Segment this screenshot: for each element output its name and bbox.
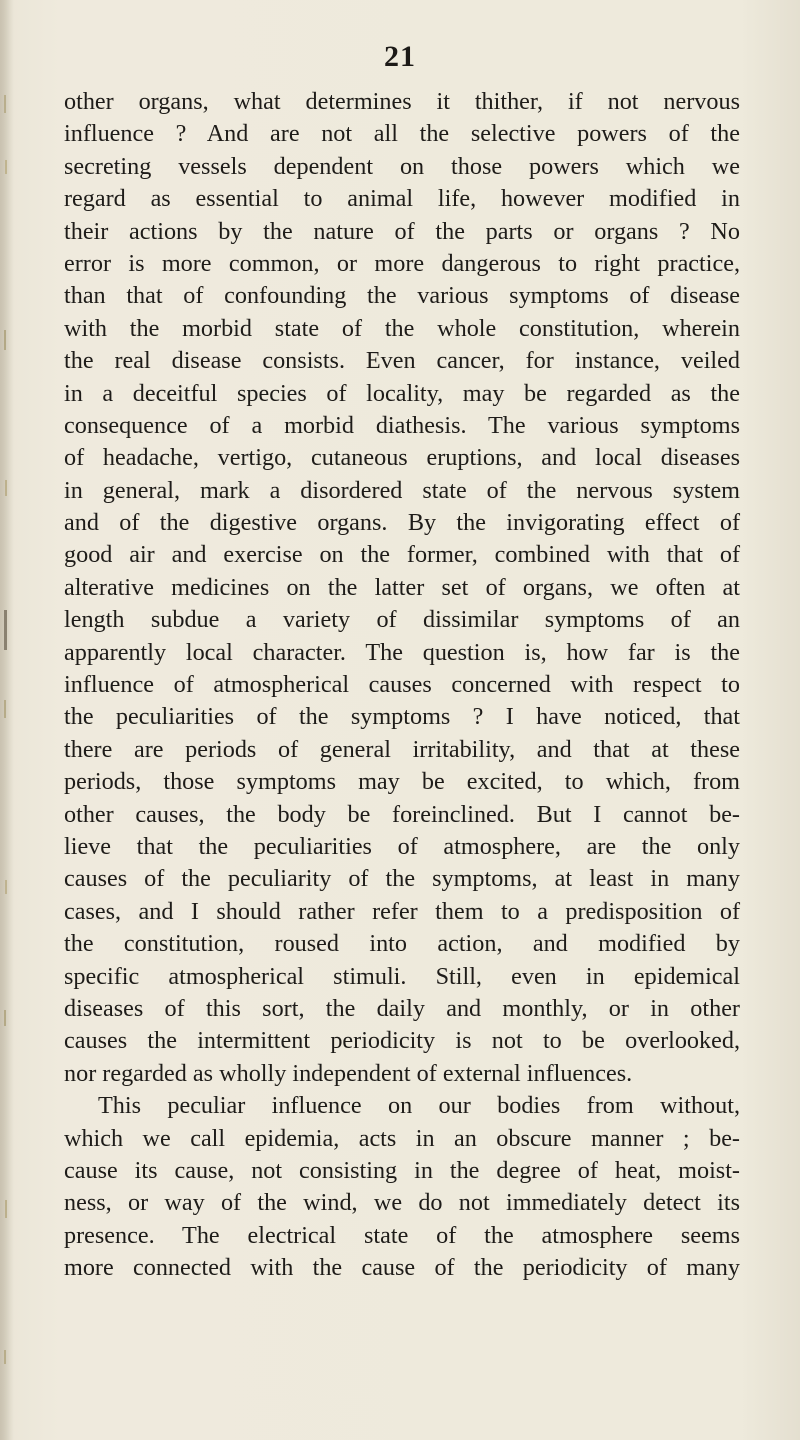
text-line: more connected with the cause of the periodicity of many: [64, 1254, 740, 1282]
text-line: the real disease consists. Even cancer, for instance, veiled: [64, 347, 740, 375]
text-line: with the morbid state of the whole constitution, wherein: [64, 314, 740, 342]
text-line-paragraph-end: nor regarded as wholly independent of external influences.: [64, 1059, 633, 1087]
text-line: ness, or way of the wind, we do not immediately detect its: [64, 1189, 740, 1217]
text-line: which we call epidemia, acts in an obscure manner ; be-: [64, 1124, 740, 1152]
text-line: other organs, what determines it thither, if not nervous: [64, 88, 740, 115]
text-line: their actions by the nature of the parts or organs ? No: [64, 217, 740, 245]
text-line: cause its cause, not consisting in the degree of heat, moist-: [64, 1156, 740, 1184]
text-line: consequence of a morbid diathesis. The various symptoms: [64, 411, 740, 439]
body-text: [64, 86, 740, 1284]
text-line: good air and exercise on the former, combined with that of: [64, 541, 740, 569]
text-line: the constitution, roused into action, and modified by: [64, 930, 740, 958]
text-line: presence. The electrical state of the atmosphere seems: [64, 1221, 740, 1249]
text-line: length subdue a variety of dissimilar symptoms of an: [64, 606, 740, 634]
text-line: lieve that the peculiarities of atmosphere, are the only: [64, 832, 740, 860]
margin-ink-marks: [2, 0, 10, 1440]
text-line: apparently local character. The question is, how far is the: [64, 638, 740, 666]
text-line: there are periods of general irritability, and that at these: [64, 735, 740, 763]
text-line: alterative medicines on the latter set of organs, we often at: [64, 573, 740, 601]
text-line: causes of the peculiarity of the symptoms, at least in many: [64, 865, 740, 893]
text-line: in a deceitful species of locality, may be regarded as the: [64, 379, 740, 407]
text-line: and of the digestive organs. By the invigorating effect of: [64, 509, 740, 537]
text-line: diseases of this sort, the daily and monthly, or in other: [64, 994, 740, 1022]
text-line-paragraph-start: This peculiar influence on our bodies from without,: [98, 1092, 740, 1120]
text-line: other causes, the body be foreinclined. But I cannot be-: [64, 800, 740, 828]
text-line: specific atmospherical stimuli. Still, even in epidemical: [64, 962, 740, 990]
text-line: influence of atmospherical causes concerned with respect to: [64, 671, 740, 699]
text-line: regard as essential to animal life, however modified in: [64, 185, 740, 213]
text-line: of headache, vertigo, cutaneous eruptions, and local diseases: [64, 444, 740, 472]
text-line: in general, mark a disordered state of the nervous system: [64, 476, 740, 504]
page-number: 21: [384, 40, 416, 73]
text-line: than that of confounding the various symptoms of disease: [64, 282, 740, 310]
text-line: causes the intermittent periodicity is not to be overlooked,: [64, 1027, 740, 1055]
text-line: the peculiarities of the symptoms ? I have noticed, that: [64, 703, 740, 731]
text-line: influence ? And are not all the selective powers of the: [64, 120, 740, 148]
text-line: error is more common, or more dangerous to right practice,: [64, 249, 740, 277]
text-line: secreting vessels dependent on those powers which we: [64, 152, 740, 180]
text-line: periods, those symptoms may be excited, to which, from: [64, 768, 740, 796]
text-line: cases, and I should rather refer them to a predisposition of: [64, 897, 740, 925]
